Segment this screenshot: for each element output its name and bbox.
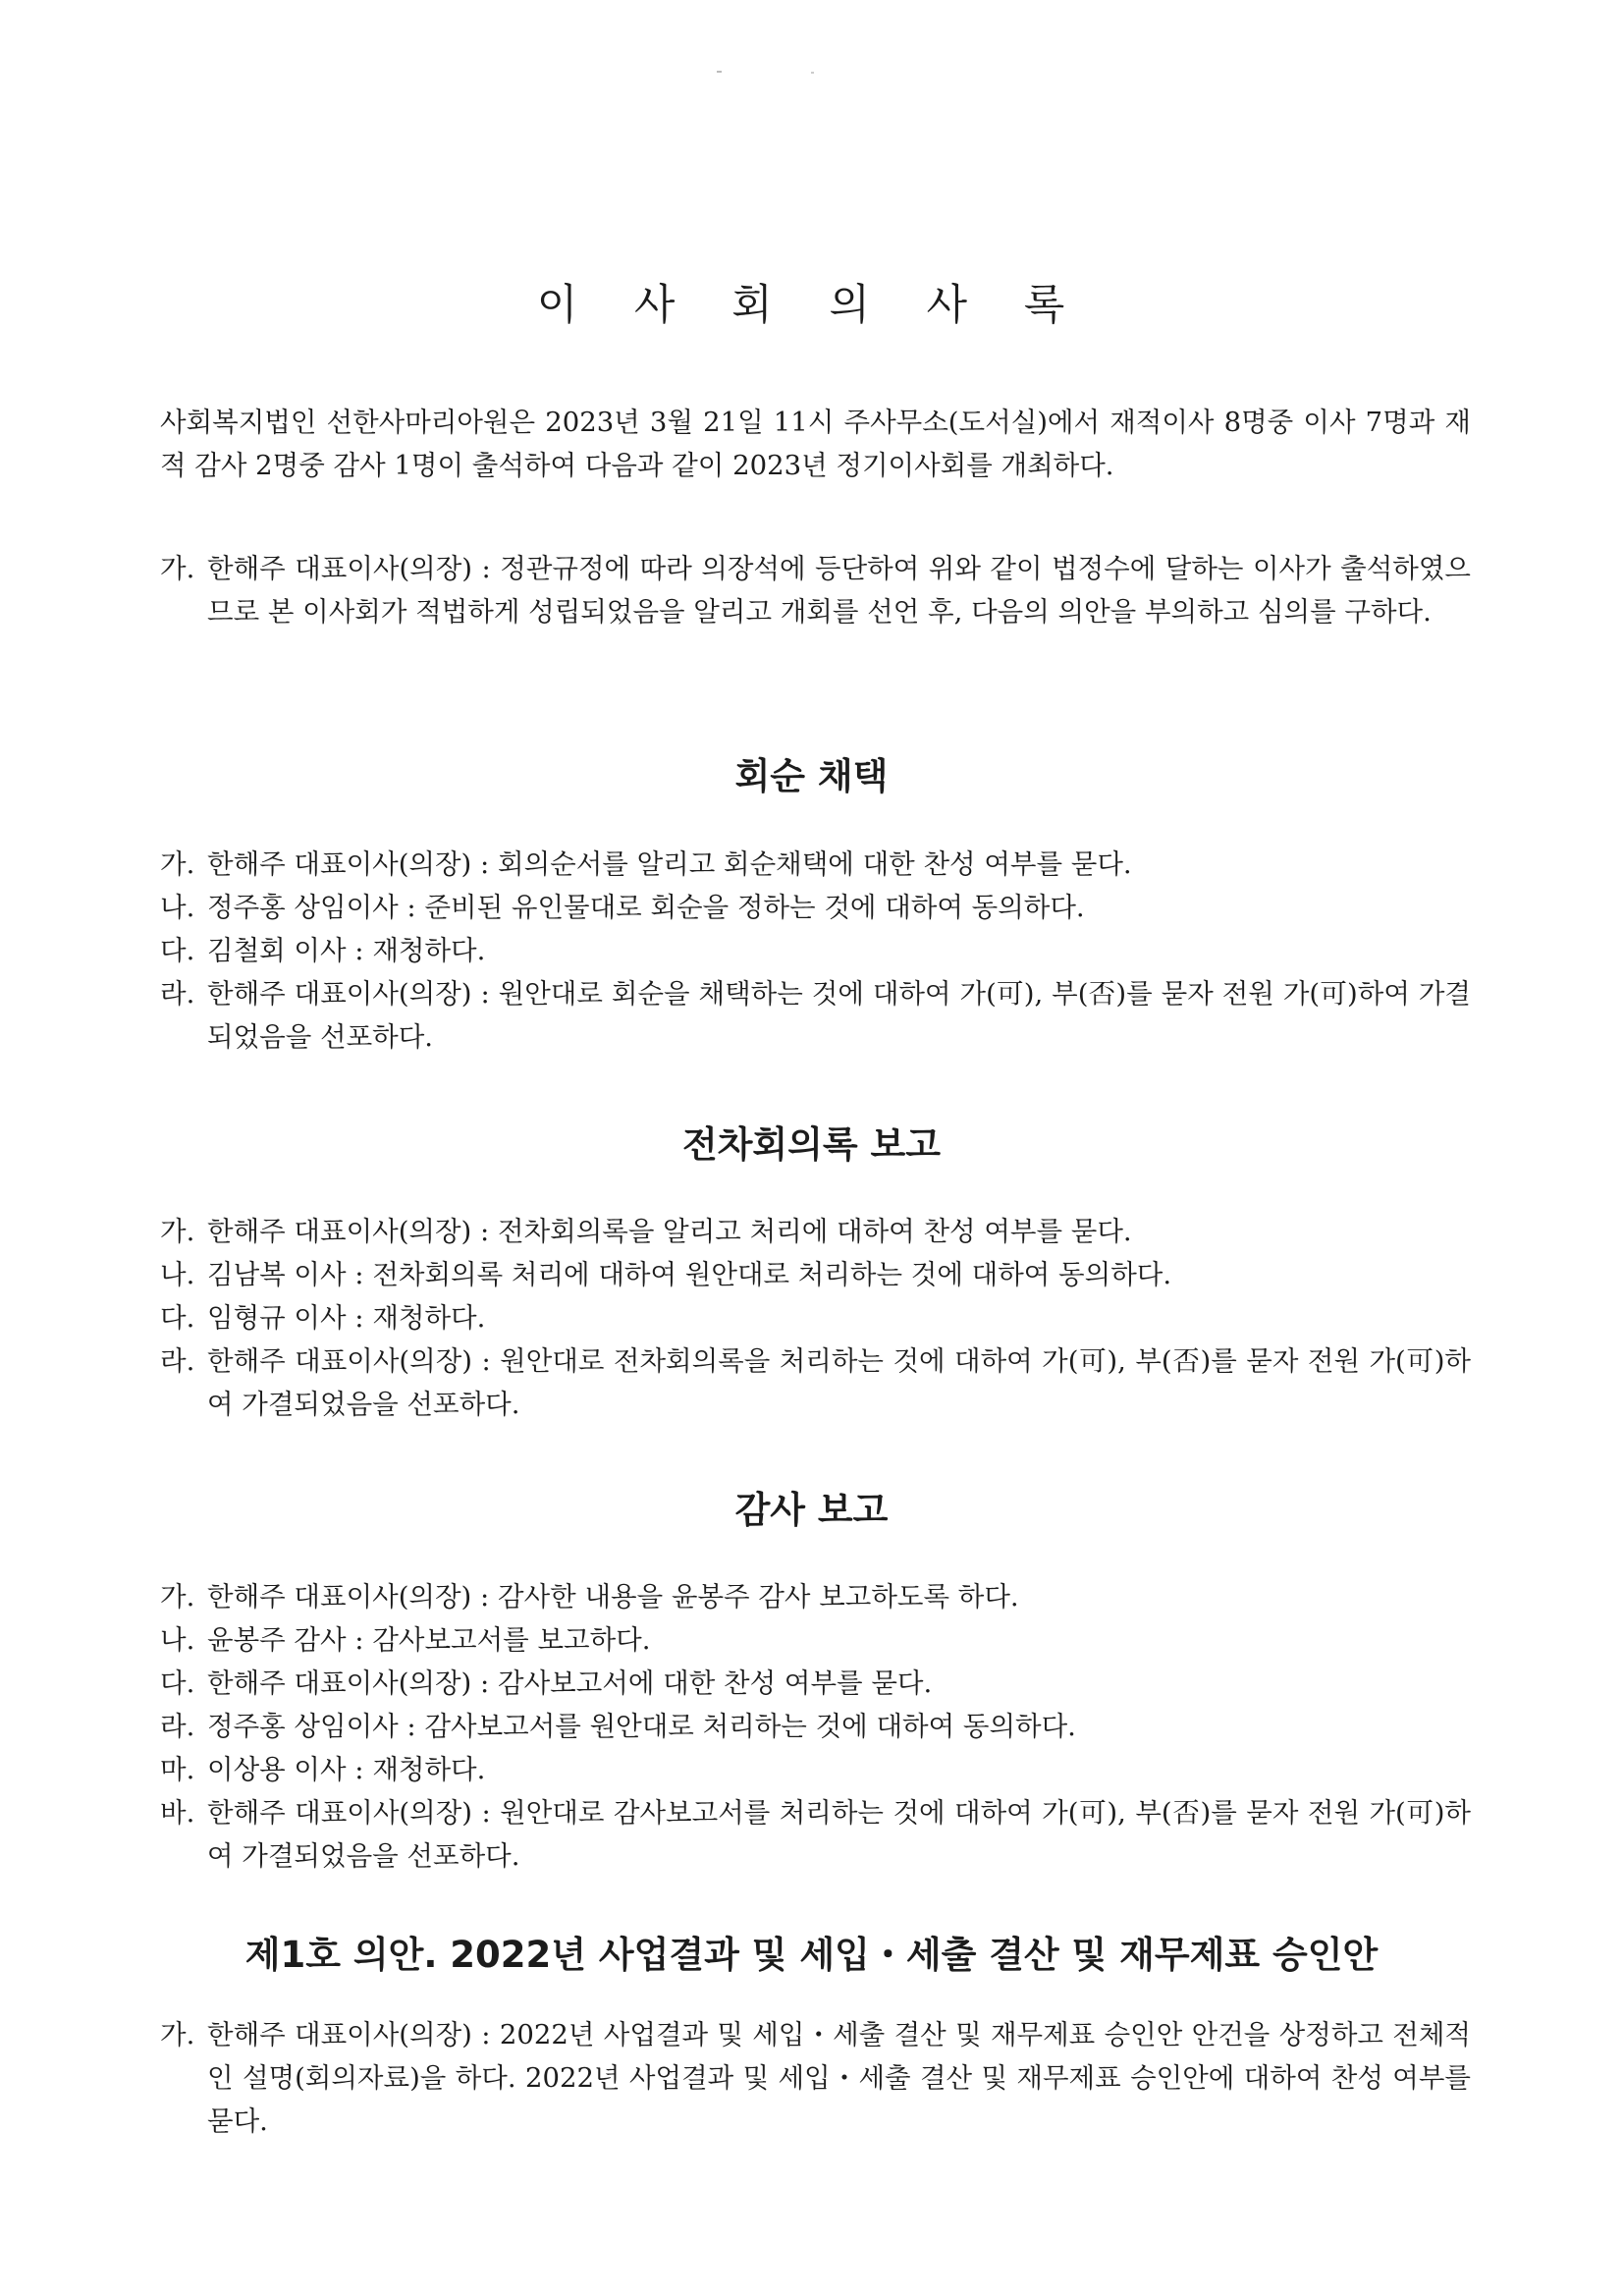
item-marker: 나. [160, 892, 195, 923]
list-item [160, 2013, 1471, 2143]
item-text: 한해주 대표이사(의장) : 원안대로 회순을 채택하는 것에 대하여 가(可), 부(否)를 묻자 전원 가(可)하여 가결되었음을 선포하다. [207, 978, 1471, 1053]
item-marker: 라. [160, 978, 195, 1010]
list-item [160, 1662, 1471, 1705]
item-marker: 나. [160, 1259, 195, 1290]
item-text: 한해주 대표이사(의장) : 2022년 사업결과 및 세입・세출 결산 및 재무제표 승인안 안건을 상정하고 전체적인 설명(회의자료)을 하다. 2022년 사업결과 및 세입・세출 결산 및 재무제표 승인안에 대하여 찬성 여부를 묻다. [207, 2019, 1471, 2137]
item-text: 한해주 대표이사(의장) : 전차회의록을 알리고 처리에 대하여 찬성 여부를 묻다. [207, 1216, 1132, 1247]
item-text: 한해주 대표이사(의장) : 감사한 내용을 윤봉주 감사 보고하도록 하다. [207, 1581, 1019, 1613]
item-text: 이상용 이사 : 재청하다. [207, 1754, 486, 1785]
section-title: 감사 보고 [734, 1489, 889, 1531]
item-marker: 라. [160, 1711, 195, 1742]
scan-artifact [717, 71, 722, 73]
list-item [160, 547, 1471, 633]
scan-artifact [811, 72, 814, 74]
item-marker: 가. [160, 1216, 195, 1247]
list-item [160, 1253, 1471, 1296]
item-text: 정주홍 상임이사 : 준비된 유인물대로 회순을 정하는 것에 대하여 동의하다. [207, 892, 1085, 923]
list-item [160, 886, 1471, 929]
item-marker: 가. [160, 848, 195, 880]
item-marker: 가. [160, 553, 195, 584]
section-title: 전차회의록 보고 [681, 1123, 942, 1166]
section-title: 회순 채택 [734, 755, 889, 797]
list-item [160, 1210, 1471, 1253]
item-text: 한해주 대표이사(의장) : 원안대로 감사보고서를 처리하는 것에 대하여 가(可), 부(否)를 묻자 전원 가(可)하여 가결되었음을 선포하다. [207, 1797, 1471, 1872]
item-marker: 다. [160, 1302, 195, 1334]
item-text: 김남복 이사 : 전차회의록 처리에 대하여 원안대로 처리하는 것에 대하여 동의하다. [207, 1259, 1172, 1290]
list-item [160, 843, 1471, 886]
section-list [160, 1575, 1471, 1878]
list-item [160, 1791, 1471, 1878]
document-title: 이 사 회 의 사 록 [536, 280, 1087, 330]
item-text: 한해주 대표이사(의장) : 원안대로 전차회의록을 처리하는 것에 대하여 가(可), 부(否)를 묻자 전원 가(可)하여 가결되었음을 선포하다. [207, 1345, 1471, 1420]
section-list [160, 2013, 1471, 2143]
section-title: 제1호 의안. 2022년 사업결과 및 세입・세출 결산 및 재무제표 승인안 [244, 1934, 1379, 1976]
item-marker: 나. [160, 1624, 195, 1656]
item-text: 한해주 대표이사(의장) : 회의순서를 알리고 회순채택에 대한 찬성 여부를 묻다. [207, 848, 1132, 880]
item-marker: 가. [160, 2019, 195, 2050]
item-marker: 마. [160, 1754, 195, 1785]
section-list [160, 843, 1471, 1059]
item-marker: 다. [160, 1667, 195, 1699]
list-item [160, 1296, 1471, 1339]
item-marker: 바. [160, 1797, 195, 1829]
item-marker: 가. [160, 1581, 195, 1613]
list-item [160, 1618, 1471, 1662]
list-item [160, 1575, 1471, 1618]
item-text: 김철회 이사 : 재청하다. [207, 935, 486, 966]
item-marker: 다. [160, 935, 195, 966]
list-item [160, 929, 1471, 972]
opening-list [160, 547, 1471, 633]
intro-paragraph: 사회복지법인 선한사마리아원은 2023년 3월 21일 11시 주사무소(도서실)에서 재적이사 8명중 이사 7명과 재적 감사 2명중 감사 1명이 출석하여 다음과 같이 2023년 정기이사회를 개최하다. [160, 407, 1471, 481]
item-text: 윤봉주 감사 : 감사보고서를 보고하다. [207, 1624, 651, 1656]
item-text: 임형규 이사 : 재청하다. [207, 1302, 486, 1334]
item-marker: 라. [160, 1345, 195, 1377]
section-list [160, 1210, 1471, 1426]
item-text: 한해주 대표이사(의장) : 감사보고서에 대한 찬성 여부를 묻다. [207, 1667, 933, 1699]
list-item [160, 1748, 1471, 1791]
list-item [160, 1339, 1471, 1426]
list-item [160, 972, 1471, 1059]
item-text: 한해주 대표이사(의장) : 정관규정에 따라 의장석에 등단하여 위와 같이 법정수에 달하는 이사가 출석하였으므로 본 이사회가 적법하게 성립되었음을 알리고 개회를 선언 후, 다음의 의안을 부의하고 심의를 구하다. [207, 553, 1471, 628]
item-text: 정주홍 상임이사 : 감사보고서를 원안대로 처리하는 것에 대하여 동의하다. [207, 1711, 1076, 1742]
list-item [160, 1705, 1471, 1748]
